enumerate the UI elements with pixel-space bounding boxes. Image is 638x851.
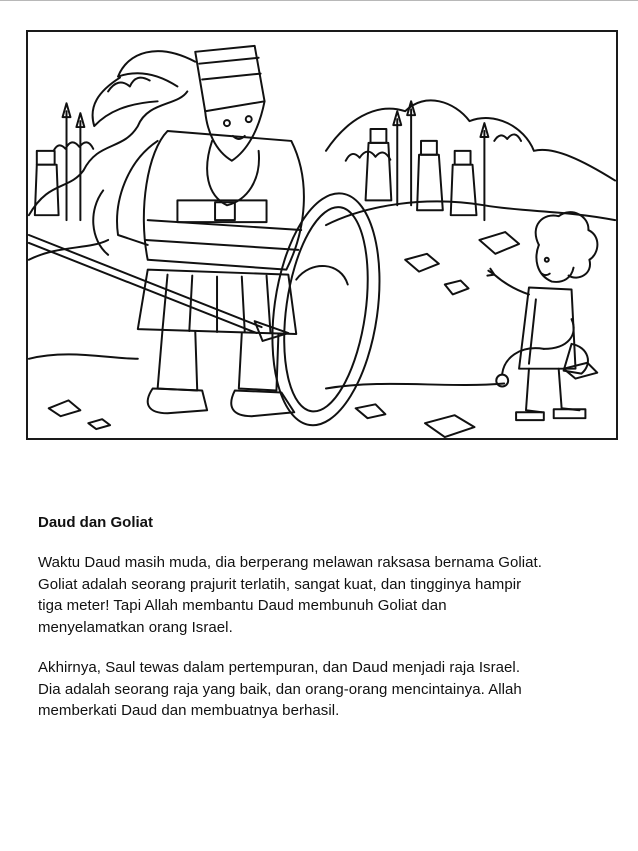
paragraph-1-line: Goliat adalah seorang prajurit terlatih, sangat kuat, dan tingginya hampir bbox=[38, 575, 522, 593]
goliath-shield bbox=[259, 186, 394, 432]
goliath-figure bbox=[93, 46, 304, 416]
paragraph-2-line: Dia adalah seorang raja yang baik, dan orang-orang mencintainya. Allah bbox=[38, 680, 522, 698]
paragraph-2-line: memberkati Daud dan membuatnya berhasil. bbox=[38, 702, 340, 719]
coloring-illustration bbox=[26, 30, 618, 440]
page-top-rule bbox=[0, 0, 638, 1]
story-paragraph-1 bbox=[38, 552, 618, 638]
paragraph-1-line: menyelamatkan orang Israel. bbox=[38, 618, 233, 636]
story-title: Daud dan Goliat bbox=[38, 514, 154, 531]
david-figure bbox=[487, 212, 597, 420]
story-paragraph-2 bbox=[38, 657, 618, 722]
david-goliath-drawing bbox=[28, 32, 616, 438]
ground-stones bbox=[29, 232, 597, 437]
story-text bbox=[38, 512, 618, 741]
paragraph-2-line: Akhirnya, Saul tewas dalam pertempuran, dan Daud menjadi raja Israel. bbox=[38, 659, 521, 676]
paragraph-1-line: Waktu Daud masih muda, dia berperang melawan raksasa bernama Goliat. bbox=[38, 554, 542, 571]
soldiers-left bbox=[35, 103, 85, 220]
goliath-spear bbox=[29, 235, 288, 341]
paragraph-1-line: tiga meter! Tapi Allah membantu Daud membunuh Goliat dan bbox=[38, 597, 447, 614]
